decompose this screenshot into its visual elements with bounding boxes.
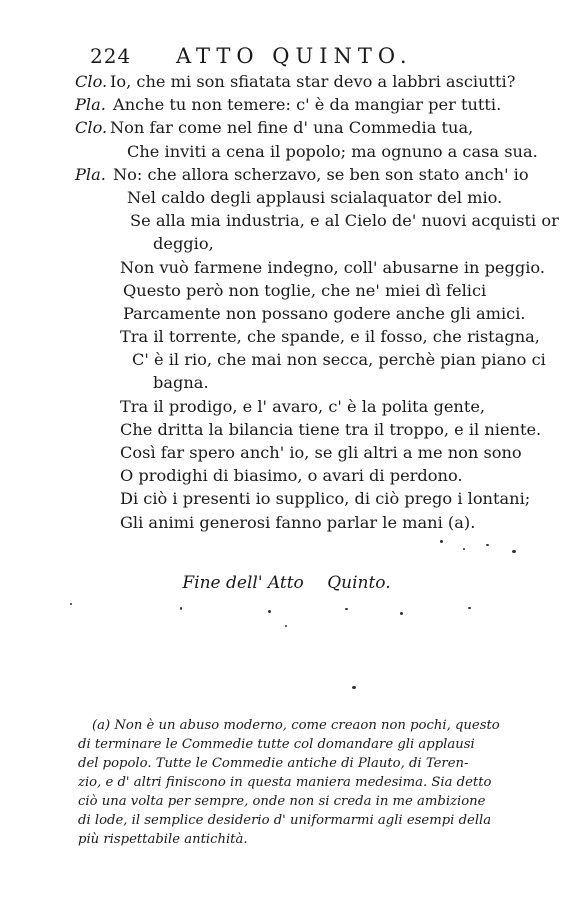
ink-speck xyxy=(400,612,403,615)
verse-text: O prodighi di biasimo, o avari di perdono. xyxy=(120,466,463,486)
verse-line xyxy=(75,163,545,186)
speaker-label: Clo. xyxy=(75,72,108,91)
ink-speck xyxy=(180,607,182,610)
ink-speck xyxy=(268,610,271,613)
verse-line xyxy=(75,487,545,510)
verse-text: Io, che mi son sfiatata star devo a labbri asciutti? xyxy=(110,72,516,91)
verse-text: Così far spero anch' io, se gli altri a me non sono xyxy=(120,443,522,462)
verse-block xyxy=(75,70,559,534)
verse-line xyxy=(75,371,545,394)
verse-text: C' è il rio, che mai non secca, perchè pian piano ci xyxy=(132,350,546,370)
footnote-line: di lode, il semplice desiderio d' uniformarmi agli esempi della xyxy=(78,813,492,828)
verse-line xyxy=(75,70,545,93)
ink-speck xyxy=(463,548,465,550)
verse-line xyxy=(75,186,545,209)
footnote-line: del popolo. Tutte le Commedie antiche di Plauto, di Teren- xyxy=(78,756,469,771)
ink-speck xyxy=(512,550,516,553)
verse-text: Che dritta la bilancia tiene tra il troppo, e il niente. xyxy=(120,419,542,439)
verse-text: deggio, xyxy=(153,234,214,254)
verse-text: Di ciò i presenti io supplico, di ciò prego i lontani; xyxy=(120,489,531,509)
verse-line xyxy=(75,464,545,487)
verse-text: Tra il prodigo, e l' avaro, c' è la polita gente, xyxy=(120,396,486,416)
verse-text: Questo però non toglie, che ne' miei dì felici xyxy=(123,280,487,300)
footnote-line: più rispettabile antichità. xyxy=(78,832,248,847)
ink-speck xyxy=(345,608,348,610)
verse-text: bagna. xyxy=(153,373,209,393)
footnote-line: (a) Non è un abuso moderno, come creaon non pochi, questo xyxy=(92,718,500,733)
speaker-label: Pla. xyxy=(75,164,106,184)
verse-line xyxy=(75,418,545,441)
verse-text: Anche tu non temere: c' è da mangiar per tutti. xyxy=(113,95,502,115)
ink-speck xyxy=(468,607,471,609)
verse-line xyxy=(75,441,545,464)
verse-line xyxy=(75,209,559,232)
verse-line xyxy=(75,511,545,534)
verse-line xyxy=(75,140,545,163)
ink-speck xyxy=(486,544,489,546)
verse-text: Non far come nel fine d' una Commedia tua, xyxy=(110,118,474,138)
verse-text: Tra il torrente, che spande, e il fosso, che ristagna, xyxy=(120,327,540,347)
footnote-line: zio, e d' altri finiscono in questa maniera medesima. Sia detto xyxy=(78,775,492,790)
page-number: 224 xyxy=(90,44,132,68)
verse-line xyxy=(75,256,545,279)
act-end-text: Fine dell' Atto xyxy=(182,573,304,593)
ink-speck xyxy=(440,540,443,543)
verse-text: Parcamente non possano godere anche gli amici. xyxy=(123,303,526,323)
verse-text: No: che allora scherzavo, se ben son stato anch' io xyxy=(113,164,529,184)
footnote-line: ciò una volta per sempre, onde non si creda in me ambizione xyxy=(78,794,486,809)
verse-line xyxy=(75,395,545,418)
verse-line xyxy=(75,348,545,371)
running-title: ATTO QUINTO. xyxy=(176,44,413,68)
speaker-label: Pla. xyxy=(75,95,106,115)
page-header xyxy=(90,44,510,70)
act-end-caption xyxy=(0,573,573,593)
act-end-ordinal: Quinto. xyxy=(327,573,391,593)
footnote-line: di terminare le Commedie tutte col domandare gli applausi xyxy=(78,737,475,752)
ink-speck xyxy=(285,625,287,627)
verse-text: Che inviti a cena il popolo; ma ognuno a casa sua. xyxy=(127,141,538,161)
speaker-label: Clo. xyxy=(75,118,108,138)
verse-text: Nel caldo degli applausi scialaquator del mio. xyxy=(127,187,503,207)
verse-text: Gli animi generosi fanno parlar le mani (a). xyxy=(120,512,476,532)
verse-line xyxy=(75,232,545,255)
verse-text: Se alla mia industria, e al Cielo de' nuovi acquisti or xyxy=(130,211,559,231)
footnote xyxy=(78,716,518,849)
verse-line xyxy=(75,93,545,116)
verse-line xyxy=(75,279,545,302)
verse-text: Non vuò farmene indegno, coll' abusarne in peggio. xyxy=(120,257,546,277)
ink-speck xyxy=(70,603,72,605)
verse-line xyxy=(75,325,545,348)
verse-line xyxy=(75,116,545,139)
ink-speck xyxy=(352,686,356,689)
verse-line xyxy=(75,302,545,325)
